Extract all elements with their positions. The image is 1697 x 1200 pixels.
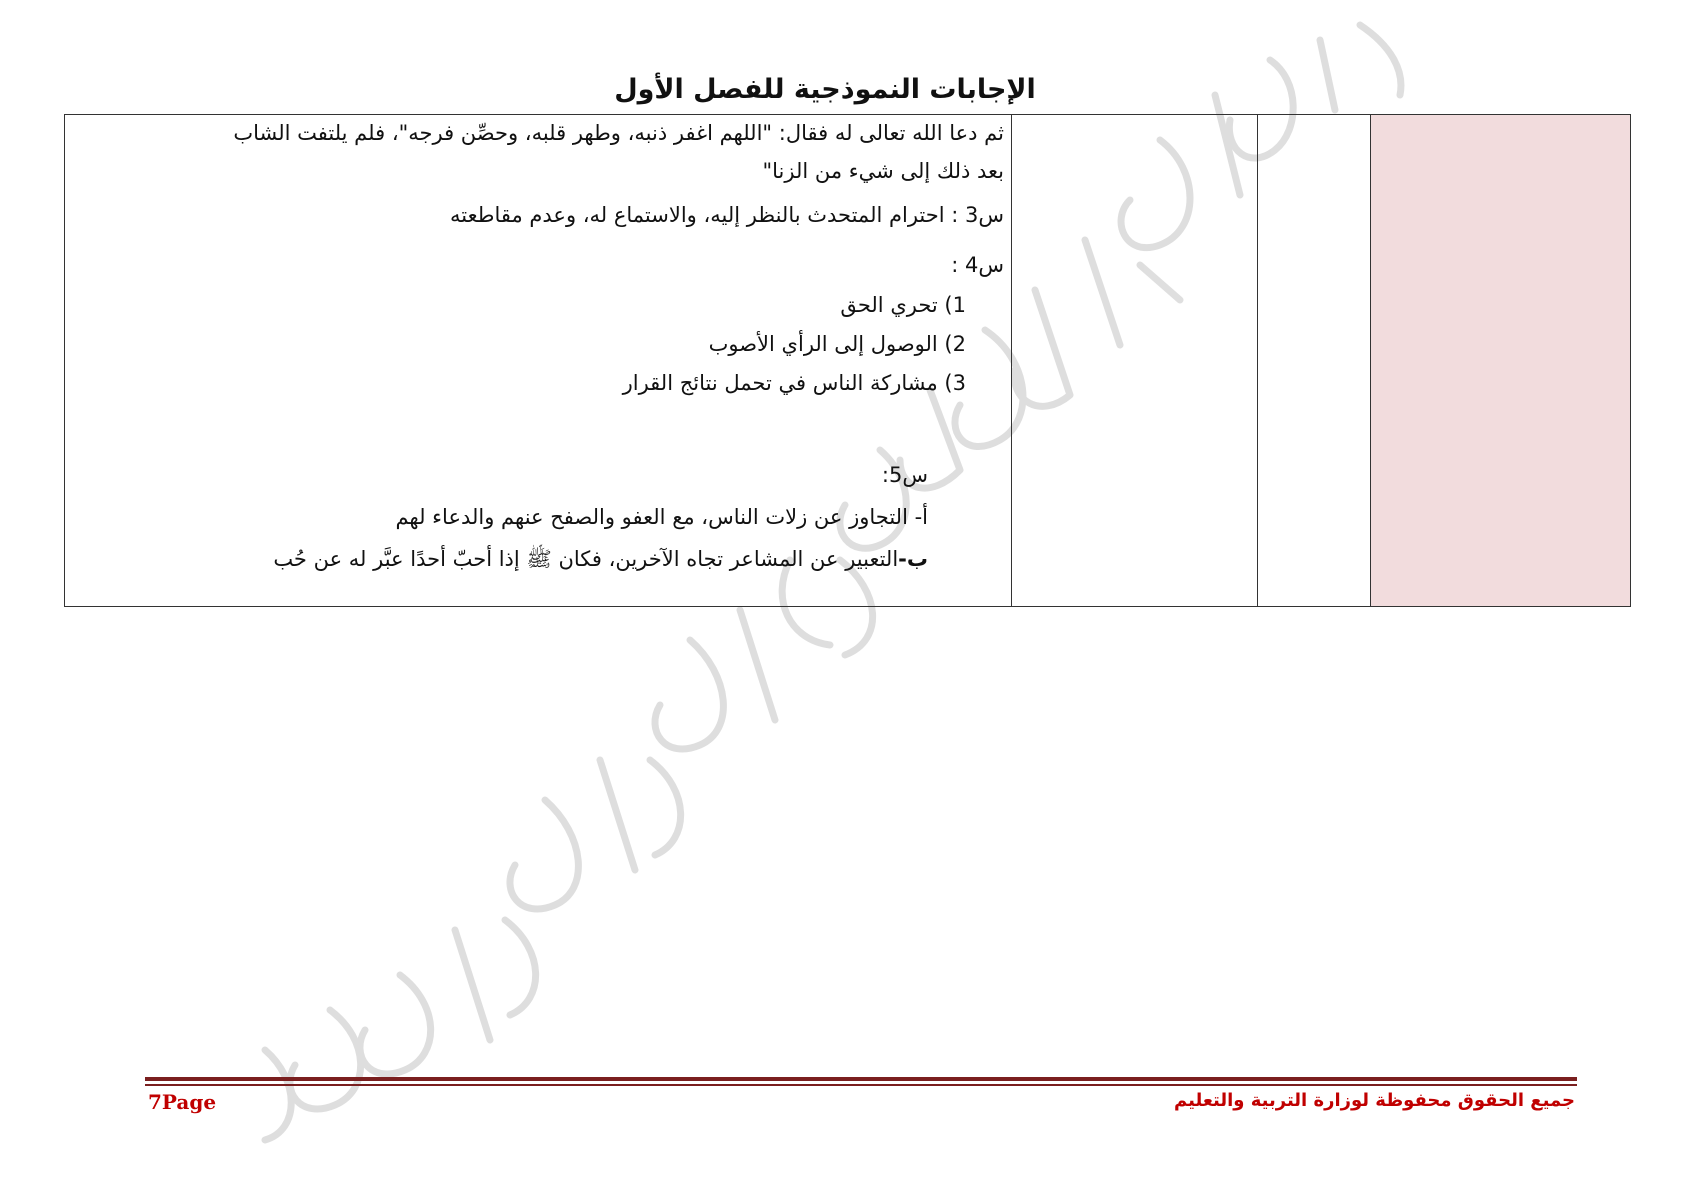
list-item: 1) تحري الحق: [840, 293, 966, 317]
column-divider: [1257, 115, 1258, 606]
footer-rule: [145, 1084, 1577, 1086]
answer-q5-b: [273, 541, 928, 577]
copyright-notice: جميع الحقوق محفوظة لوزارة التربية والتعليم: [1174, 1090, 1575, 1111]
answer-line: بعد ذلك إلى شيء من الزنا": [762, 159, 1004, 183]
answers-table: [64, 114, 1631, 607]
column-divider: [1370, 115, 1371, 606]
answer-q5-b-label: ب-: [898, 547, 928, 571]
shaded-cell: [1371, 115, 1630, 606]
answer-q3: س3 : احترام المتحدث بالنظر إليه، والاستماع له، وعدم مقاطعته: [450, 203, 1004, 227]
list-item: 3) مشاركة الناس في تحمل نتائج القرار: [622, 371, 966, 395]
footer-rule: [145, 1077, 1577, 1081]
column-divider: [1011, 115, 1012, 606]
answer-q5-b-text: التعبير عن المشاعر تجاه الآخرين، فكان ﷺ إذا أحبّ أحدًا عبَّر له عن حُب: [273, 547, 899, 571]
page-title: الإجابات النموذجية للفصل الأول: [614, 74, 1036, 105]
list-item: 2) الوصول إلى الرأي الأصوب: [708, 332, 966, 356]
answer-line: ثم دعا الله تعالى له فقال: "اللهم اغفر ذنبه، وطهر قلبه، وحصِّن فرجه"، فلم يلتفت الشاب: [233, 121, 1004, 145]
answer-q4-label: س4 :: [951, 253, 1004, 277]
page-number: 7Page: [148, 1090, 217, 1114]
answer-q5-label: س5:: [881, 463, 928, 487]
answer-q5-a: أ- التجاوز عن زلات الناس، مع العفو والصفح عنهم والدعاء لهم: [395, 505, 928, 529]
